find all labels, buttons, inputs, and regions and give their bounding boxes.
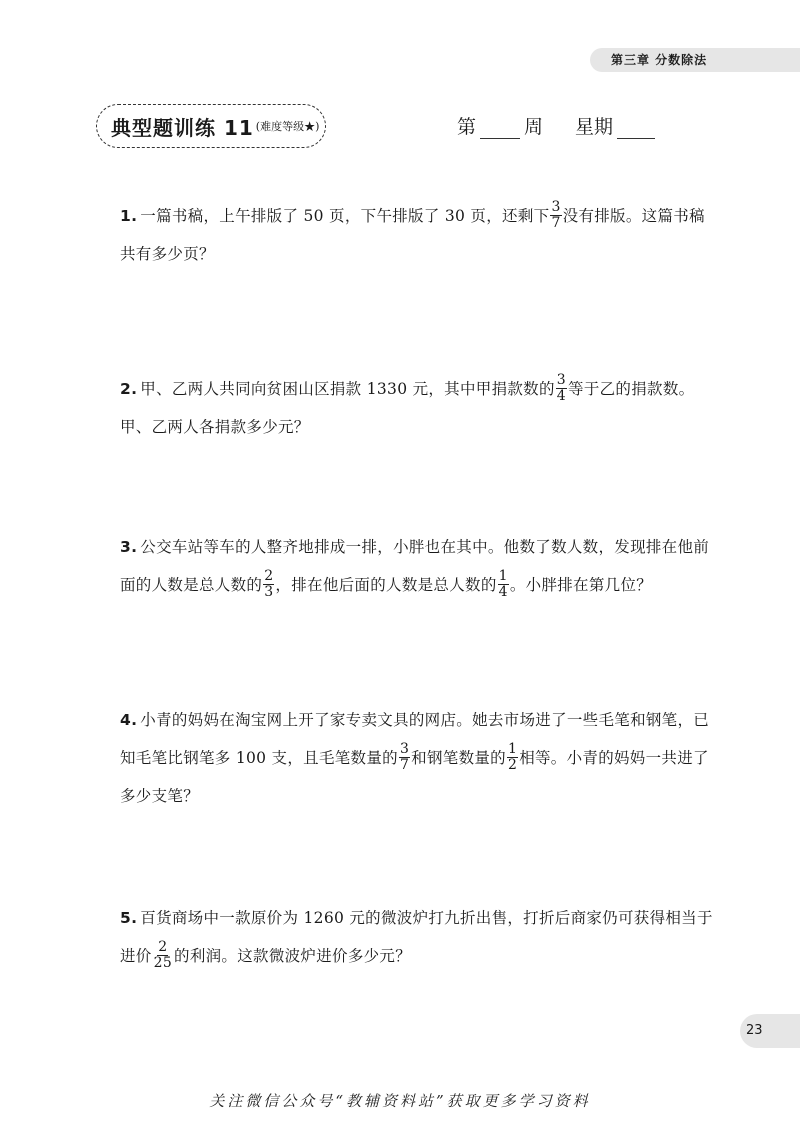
week-prefix: 第 <box>457 116 477 138</box>
question-4 <box>120 701 720 815</box>
fraction-numerator: 2 <box>158 938 168 955</box>
page-number: 23 <box>746 1023 763 1038</box>
fraction-numerator: 1 <box>498 567 508 584</box>
fraction <box>399 742 410 772</box>
question-number: 1. <box>120 207 138 225</box>
fraction-denominator: 7 <box>399 756 410 773</box>
question-number: 4. <box>120 711 138 729</box>
question-text: 相等。小青的妈妈一共进了多少支笔？ <box>120 749 709 805</box>
question-text: 的利润。这款微波炉进价多少元？ <box>174 947 412 965</box>
question-text: 甲、乙两人共同向贫困山区捐款 1330 元，其中甲捐款数的 <box>140 380 555 398</box>
week-blank[interactable] <box>480 118 520 139</box>
question-text: ，排在他后面的人数是总人数的 <box>275 576 497 594</box>
fraction-numerator: 3 <box>551 198 561 215</box>
fraction <box>498 569 509 599</box>
fraction-numerator: 3 <box>399 740 410 757</box>
fraction <box>507 742 518 772</box>
question-text: 一篇书稿，上午排版了 50 页，下午排版了 30 页，还剩下 <box>140 207 550 225</box>
footer-note: 关注微信公众号“教辅资料站”获取更多学习资料 <box>209 1092 591 1110</box>
fraction-denominator: 2 <box>507 756 518 773</box>
question-text: 小青的妈妈在淘宝网上开了家专卖文具的网店。她去市场进了一些毛笔和钢笔，已知毛笔比钢笔多 100 支，且毛笔数量的 <box>120 711 710 767</box>
question-5 <box>120 899 720 975</box>
fraction-denominator: 25 <box>153 954 173 971</box>
fraction <box>153 940 173 970</box>
question-number: 2. <box>120 380 138 398</box>
chapter-label: 第三章 分数除法 <box>611 53 708 67</box>
weekday-label: 星期 <box>575 116 614 138</box>
fraction <box>556 373 567 403</box>
question-2 <box>120 370 720 446</box>
fraction-numerator: 2 <box>264 567 274 584</box>
question-text: 。小胖排在第几位？ <box>509 576 653 594</box>
question-text: 和钢笔数量的 <box>411 749 506 767</box>
fraction-numerator: 3 <box>556 371 567 388</box>
question-1 <box>120 197 720 273</box>
question-number: 5. <box>120 909 138 927</box>
week-day-line <box>457 112 655 139</box>
weekday-blank[interactable] <box>617 118 655 139</box>
difficulty-label: (难度等级★) <box>255 120 320 133</box>
question-number: 3. <box>120 538 138 556</box>
question-text: 没有排版。这篇书稿共有多少页？ <box>120 207 705 263</box>
exercise-title-box <box>96 104 326 148</box>
fraction-denominator: 4 <box>498 583 508 600</box>
question-text: 等于乙的捐款数。甲、乙两人各捐款多少元？ <box>120 380 695 436</box>
question-text: 百货商场中一款原价为 1260 元的微波炉打九折出售，打折后商家仍可获得相当于进价 <box>120 909 713 965</box>
question-text: 公交车站等车的人整齐地排成一排，小胖也在其中。他数了数人数，发现排在他前面的人数是总人数的 <box>120 538 710 594</box>
fraction-denominator: 4 <box>556 387 567 404</box>
fraction-denominator: 3 <box>264 583 274 600</box>
fraction-numerator: 1 <box>507 740 518 757</box>
question-3 <box>120 528 720 604</box>
fraction <box>263 569 274 599</box>
fraction <box>550 200 561 230</box>
exercise-title: 典型题训练 11 <box>111 115 254 140</box>
week-suffix: 周 <box>524 116 544 138</box>
fraction-denominator: 7 <box>551 214 561 231</box>
